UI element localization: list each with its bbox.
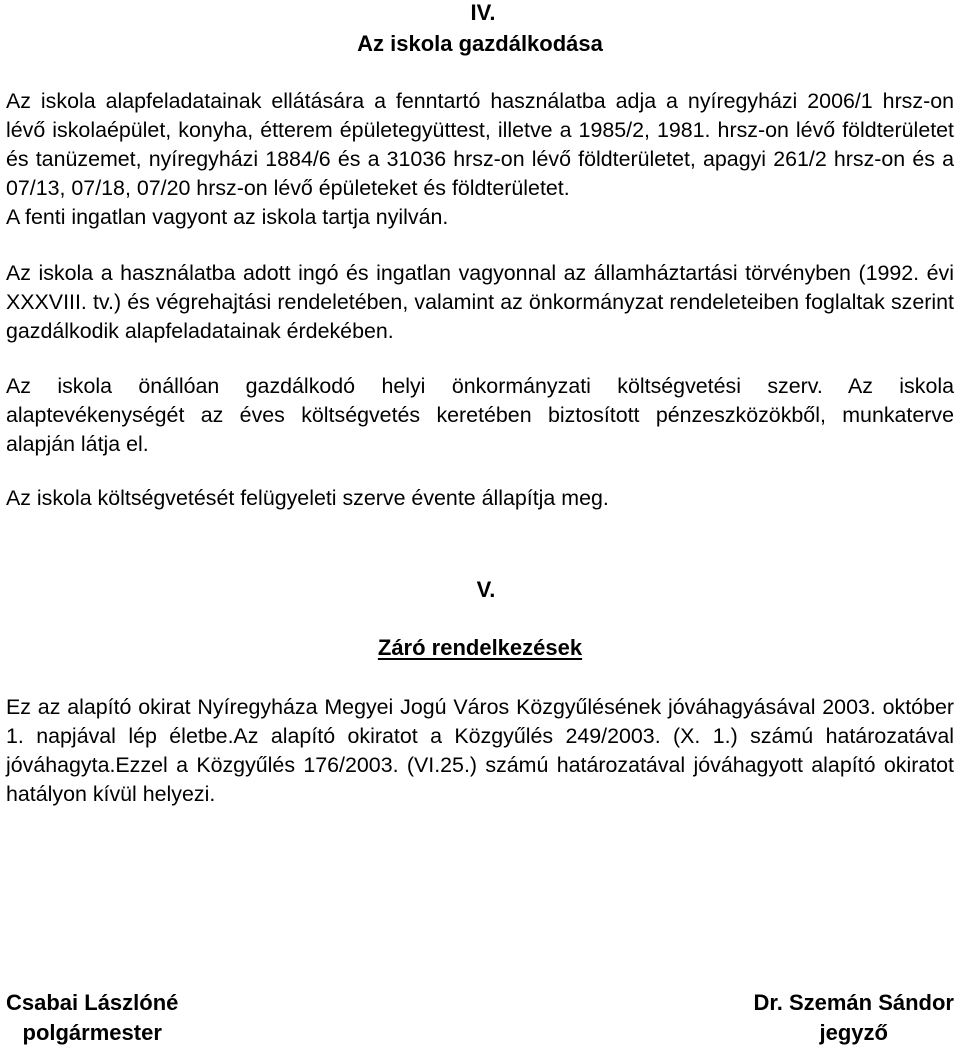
signatory-left-title: polgármester [22,1020,162,1045]
section-v-title: Záró rendelkezések [377,635,583,660]
signatory-left-name: Csabai Lászlóné [6,990,179,1015]
signature-block [6,988,954,1048]
signatory-right-title: jegyző [819,1020,888,1045]
signature-right [753,988,954,1048]
signature-left [6,988,178,1048]
section-iv-paragraph-3: Az iskola a használatba adott ingó és ingatlan vagyonnal az államháztartási törvényben (1992. évi XXXVIII. tv.) és végrehajtási rendeletében, valamint az önkormányzat rendeleteiben foglaltak szerint gazdálkodik alapfeladatainak érdekében. [6,261,954,343]
section-iv-paragraph-1: Az iskola alapfeladatainak ellátására a fenntartó használatba adja a nyíregyházi 2006/1 hrsz-on lévő iskolaépület, konyha, étterem épületegyüttest, illetve a 1985/2, 1981. hrsz-on lévő földterületet és tanüzemet, nyíregyházi 1884/6 és a 31036 hrsz-on lévő földterületet, apagyi 261/2 hrsz-on és a 07/13, 07/18, 07/20 hrsz-on lévő épületeket és földterületet. [6,89,954,200]
section-iv-number: IV. [470,0,496,25]
section-v-number: V. [476,577,496,602]
section-iv-paragraph-5: Az iskola költségvetését felügyeleti szerve évente állapítja meg. [6,486,609,510]
section-iv-title: Az iskola gazdálkodása [357,31,603,56]
section-v-paragraph: Ez az alapító okirat Nyíregyháza Megyei Jogú Város Közgyűlésének jóváhagyásával 2003. október 1. napjával lép életbe.Az alapító okiratot a Közgyűlés 249/2003. (X. 1.) számú határozatával jóváhagyta.Ezzel a Közgyűlés 176/2003. (VI.25.) számú határozatával jóváhagyott alapító okiratot hatályon kívül helyezi. [6,695,954,806]
document-page [6,0,954,809]
section-iv [6,0,954,513]
section-v [6,577,954,809]
section-iv-paragraph-2: A fenti ingatlan vagyont az iskola tartja nyilván. [6,205,449,229]
signatory-right-name: Dr. Szemán Sándor [753,990,954,1015]
section-iv-paragraph-4: Az iskola önállóan gazdálkodó helyi önkormányzati költségvetési szerv. Az iskola alaptevékenységét az éves költségvetés keretében biztosított pénzeszközökből, munkaterve alapján látja el. [6,374,954,456]
